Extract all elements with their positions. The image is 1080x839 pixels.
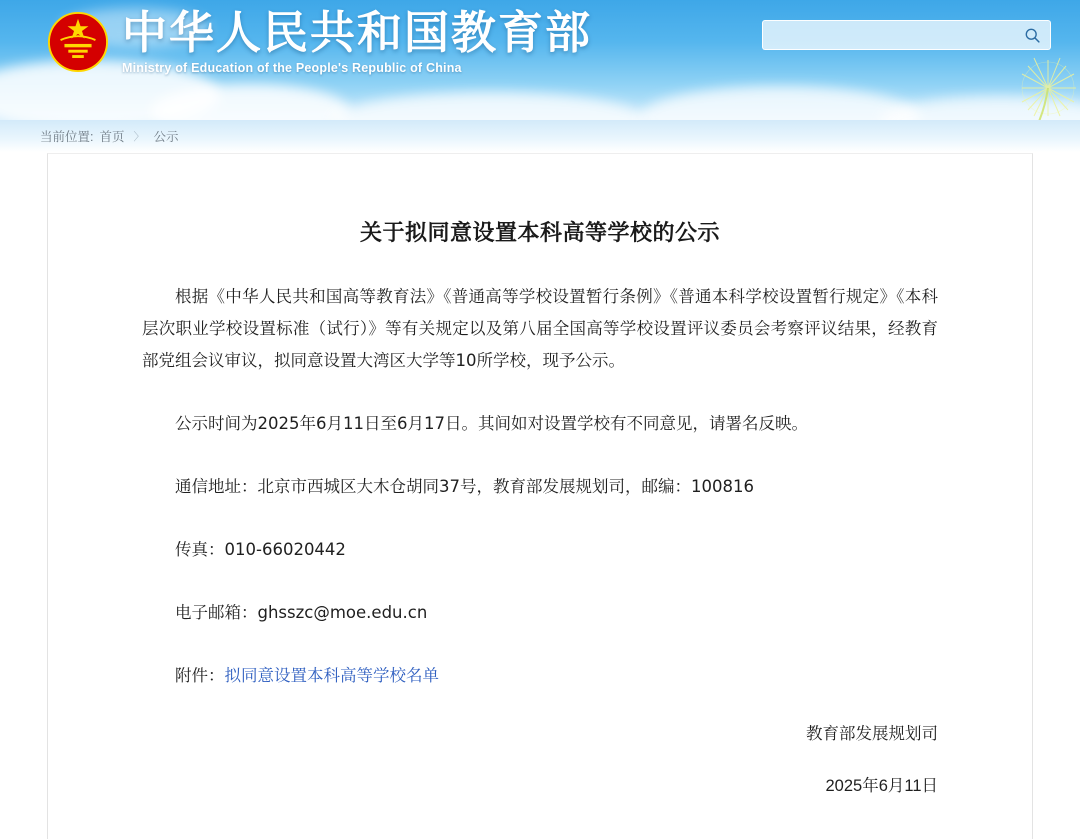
site-title-english: Ministry of Education of the People's Republic of China xyxy=(122,61,462,76)
document-paragraph-address: 通信地址：北京市西城区大木仓胡同37号，教育部发展规划司，邮编：100816 xyxy=(175,477,754,496)
cloud-decoration xyxy=(640,86,920,120)
breadcrumb-separator-icon: 〉 xyxy=(133,131,145,143)
document-body xyxy=(142,281,938,692)
attachment-link[interactable]: 拟同意设置本科高等学校名单 xyxy=(224,666,439,685)
document-signature xyxy=(142,718,938,802)
search-button[interactable] xyxy=(1018,24,1046,46)
breadcrumb-label: 当前位置: xyxy=(40,130,94,144)
breadcrumb xyxy=(0,120,1080,152)
page-title: 关于拟同意设置本科高等学校的公示 xyxy=(359,221,720,246)
document-paragraph-2: 公示时间为2025年6月11日至6月17日。其间如对设置学校有不同意见，请署名反映。 xyxy=(175,414,808,433)
national-emblem xyxy=(47,11,109,73)
document-paragraph-1: 根据《中华人民共和国高等教育法》《普通高等学校设置暂行条例》《普通本科学校设置暂行规定》《本科层次职业学校设置标准（试行）》等有关规定以及第八届全国高等学校设置评议委员会考察评议结果，经教育部党组会议审议，拟同意设置大湾区大学等10所学校，现予公示。 xyxy=(142,287,938,370)
site-title-chinese: 中华人民共和国教育部 xyxy=(122,6,593,59)
cloud-decoration xyxy=(330,92,650,120)
breadcrumb-item-current[interactable]: 公示 xyxy=(153,130,179,144)
search-box[interactable] xyxy=(762,20,1051,50)
site-header xyxy=(0,0,1080,120)
cloud-decoration xyxy=(880,96,1080,120)
attachment-label: 附件： xyxy=(175,666,225,685)
signature-organization: 教育部发展规划司 xyxy=(806,725,938,743)
search-input[interactable] xyxy=(763,21,1015,49)
document-paragraph-fax: 传真：010-66020442 xyxy=(175,540,346,559)
site-title-block xyxy=(122,6,642,75)
search-icon xyxy=(1024,27,1041,44)
document-card xyxy=(47,153,1033,839)
signature-date: 2025年6月11日 xyxy=(825,777,938,795)
breadcrumb-item-home[interactable]: 首页 xyxy=(99,130,125,144)
document-paragraph-email: 电子邮箱：ghsszc@moe.edu.cn xyxy=(175,603,428,622)
document-attachment-line xyxy=(142,660,938,692)
